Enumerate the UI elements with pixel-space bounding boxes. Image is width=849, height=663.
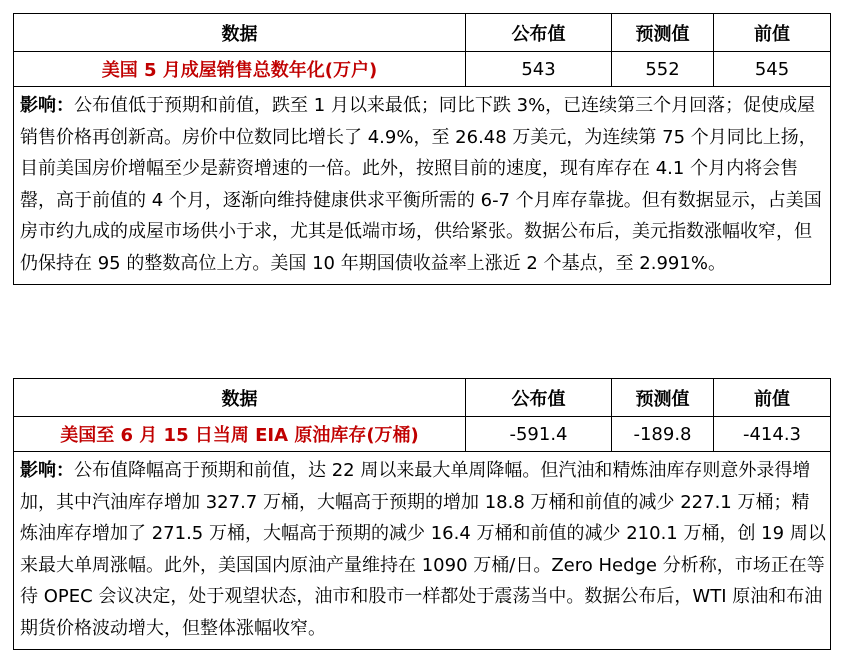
forecast-value: 552 <box>612 52 714 87</box>
header-forecast: 预测值 <box>612 14 714 52</box>
previous-value: -414.3 <box>714 417 831 452</box>
impact-row <box>14 87 831 285</box>
header-data: 数据 <box>14 379 466 417</box>
header-forecast: 预测值 <box>612 379 714 417</box>
table-header-row <box>14 14 831 52</box>
previous-value: 545 <box>714 52 831 87</box>
impact-note <box>14 452 831 650</box>
table-row <box>14 52 831 87</box>
indicator-name: 美国至 6 月 15 日当周 EIA 原油库存(万桶) <box>14 417 466 452</box>
eia-crude-inventory-table <box>13 378 831 650</box>
published-value: 543 <box>466 52 612 87</box>
header-published: 公布值 <box>466 379 612 417</box>
impact-note <box>14 87 831 285</box>
indicator-name: 美国 5 月成屋销售总数年化(万户) <box>14 52 466 87</box>
forecast-value: -189.8 <box>612 417 714 452</box>
table-header-row <box>14 379 831 417</box>
header-published: 公布值 <box>466 14 612 52</box>
impact-row <box>14 452 831 650</box>
published-value: -591.4 <box>466 417 612 452</box>
existing-home-sales-table <box>13 13 831 285</box>
table-row <box>14 417 831 452</box>
header-previous: 前值 <box>714 379 831 417</box>
impact-label: 影响： <box>20 95 74 116</box>
header-data: 数据 <box>14 14 466 52</box>
impact-label: 影响： <box>20 460 74 481</box>
impact-text: 公布值低于预期和前值，跌至 1 月以来最低；同比下跌 3%，已连续第三个月回落；促使成屋销售价格再创新高。房价中位数同比增长了 4.9%，至 26.48 万美元，为连续第 75 个月同比上扬，目前美国房价增幅至少是薪资增速的一倍。此外，按照目前的速度，现有库存在 4.1 个月内将会售罄，高于前值的 4 个月，逐渐向维持健康供求平衡所需的 6-7 个月库存靠拢。但有数据显示，占美国房市约九成的成屋市场供小于求，尤其是低端市场，供给紧张。数据公布后，美元指数涨幅收窄，但仍保持在 95 的整数高位上方。美国 10 年期国债收益率上涨近 2 个基点，至 2.991%。 <box>20 95 822 274</box>
header-previous: 前值 <box>714 14 831 52</box>
impact-text: 公布值降幅高于预期和前值，达 22 周以来最大单周降幅。但汽油和精炼油库存则意外录得增加，其中汽油库存增加 327.7 万桶，大幅高于预期的增加 18.8 万桶和前值的减少 227.1 万桶；精炼油库存增加了 271.5 万桶，大幅高于预期的减少 16.4 万桶和前值的减少 210.1 万桶，创 19 周以来最大单周涨幅。此外，美国国内原油产量维持在 1090 万桶/日。Zero Hedge 分析称，市场正在等待 OPEC 会议决定，处于观望状态，油市和股市一样都处于震荡当中。数据公布后，WTI 原油和布油期货价格波动增大，但整体涨幅收窄。 <box>20 460 826 639</box>
